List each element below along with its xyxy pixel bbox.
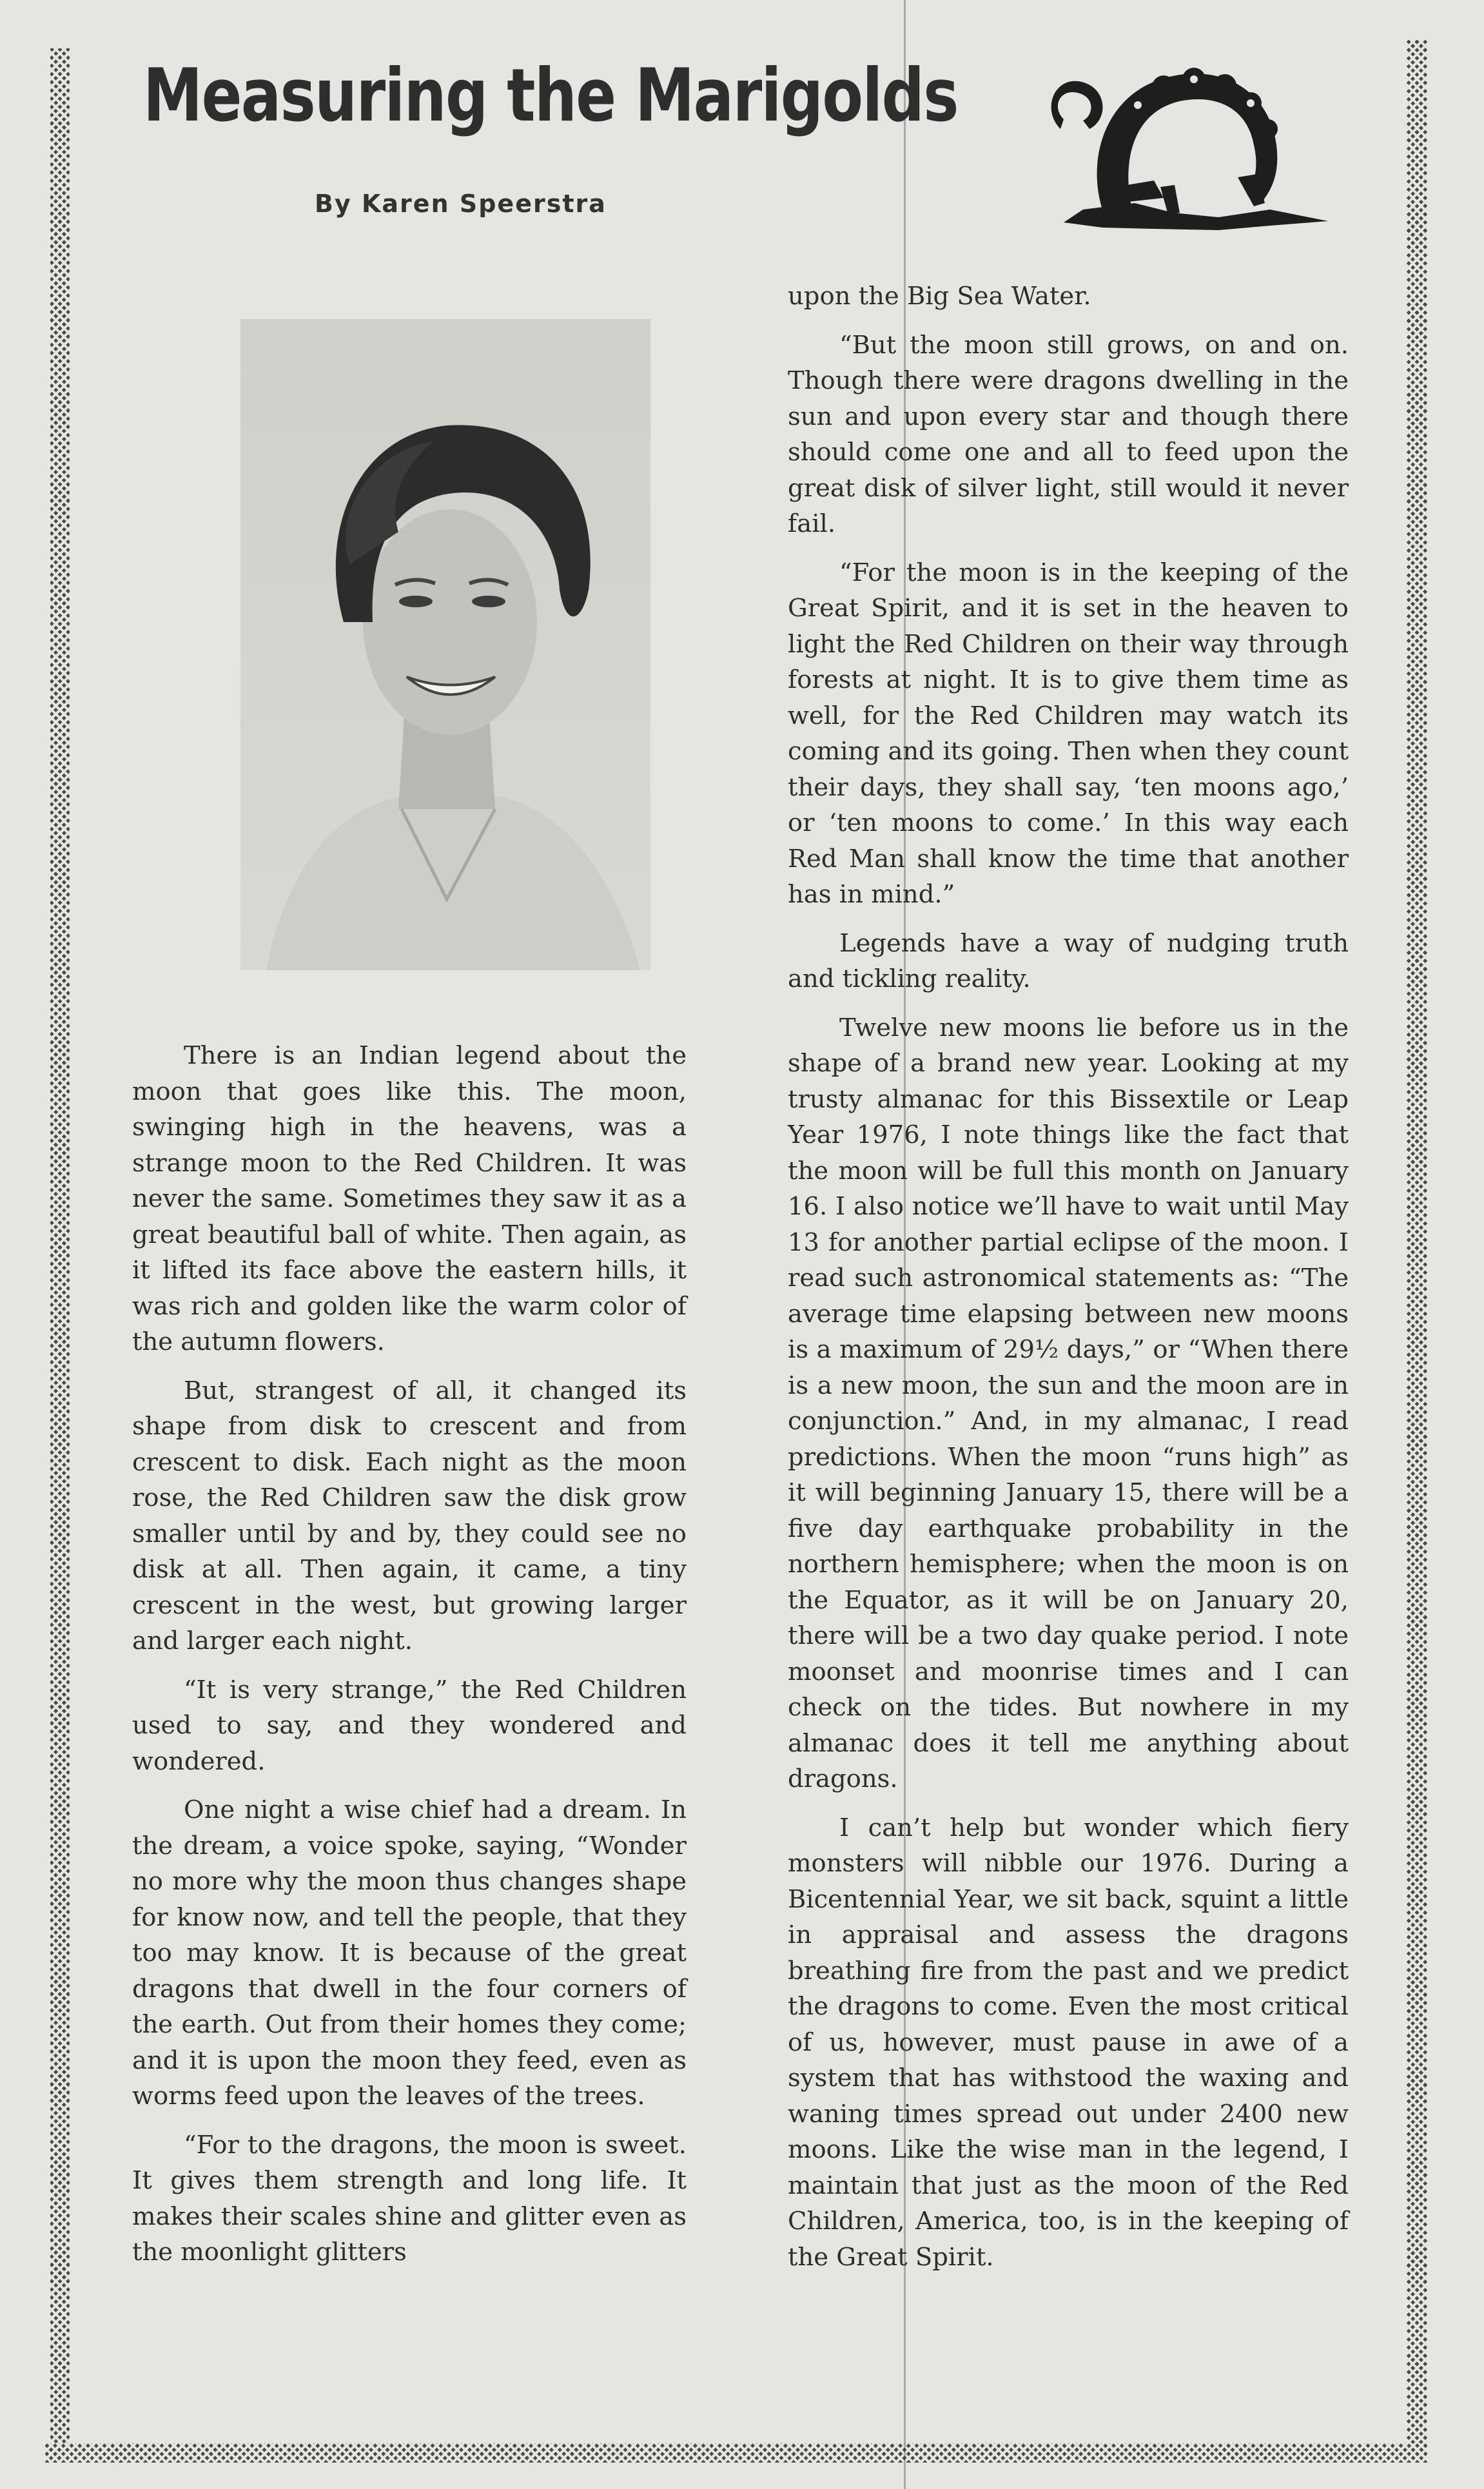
left-checker-border [50, 48, 70, 2463]
paragraph: Legends have a way of nudging truth and tickling reality. [788, 928, 1349, 993]
paragraph: “For to the dragons, the moon is sweet. It gives them strength and long life. It makes their scales shine and glitter even as the moonlight glitters [132, 2130, 687, 2267]
paragraph: There is an Indian legend about the moon that goes like this. The moon, swinging high in the heavens, was a strange moon to the Red Children. It was never the same. Sometimes they saw it as a great beautiful ball of white. Then again, as it lifted its face above the eastern hills, it was rich and golden like the warm color of the autumn flowers. [132, 1041, 687, 1356]
paragraph: I can’t help but wonder which fiery monsters will nibble our 1976. During a Bicentennial Year, we sit back, squint a little in appraisal and assess the dragons breathing fire from the past and we predict the dragons to come. Even the most critical of us, however, must pause in awe of a system that has withstood the waxing and waning times spread out under 2400 new moons. Like the wise man in the legend, I maintain that just as the moon of the Red Children, America, too, is in the keeping of the Great Spirit. [788, 1813, 1349, 2272]
paragraph-continuation: upon the Big Sea Water. [788, 282, 1091, 311]
paragraph: “For the moon is in the keeping of the Great Spirit, and it is set in the heaven to light the Red Children on their way through forests at night. It is to give them time as well, for the Red Children may watch its coming and its going. Then when they count their days, they shall say, ‘ten moons ago,’ or ‘ten moons to come.’ In this way each Red Man shall know the time that another has in mind.” [788, 558, 1349, 909]
paragraph: “But the moon still grows, on and on. Though there were dragons dwelling in the sun and upon every star and though there should come one and all to feed upon the great disk of silver light, still would it never fail. [788, 330, 1349, 538]
dragon-icon [1025, 48, 1341, 235]
article-byline: By Karen Speerstra [315, 190, 607, 218]
paragraph: One night a wise chief had a dream. In the dream, a voice spoke, saying, “Wonder no more why the moon thus changes shape for know now, and tell the people, that they too may know. It is because of the great dragons that dwell in the four corners of the earth. Out from their homes they come; and it is upon the moon they feed, even as worms feed upon the leaves of the trees. [132, 1795, 687, 2111]
bottom-checker-border [45, 2443, 1427, 2463]
paragraph: Twelve new moons lie before us in the shape of a brand new year. Looking at my trusty almanac for this Bissextile or Leap Year 1976, I note things like the fact that the moon will be full this month on January 16. I also notice we’ll have to wait until May 13 for another partial eclipse of the moon. I read such astronomical statements as: “The average time elapsing between new moons is a maximum of 29½ days,” or “When there is a new moon, the sun and the moon are in conjunction.” And, in my almanac, I read predictions. When the moon “runs high” as it will beginning January 15, there will be a five day earthquake probability in the northern hemisphere; when the moon is on the Equator, as it will be on January 20, there will be a two day quake period. I note moonset and moonrise times and I can check on the tides. But nowhere in my almanac does it tell me anything about dragons. [788, 1013, 1349, 1793]
column-two [788, 278, 1349, 2288]
paragraph: “It is very strange,” the Red Children used to say, and they wondered and wondered. [132, 1675, 687, 1776]
article-headline: Measuring the Marigolds [143, 53, 958, 138]
portrait-icon [240, 319, 650, 970]
author-photo [240, 319, 650, 970]
column-one [132, 1038, 687, 2283]
right-checker-border [1407, 40, 1427, 2463]
dragon-illustration [1025, 48, 1341, 235]
paragraph: But, strangest of all, it changed its shape from disk to crescent and from crescent to disk. Each night as the moon rose, the Red Children saw the disk grow smaller until by and by, they could see no disk at all. Then again, it came, a tiny crescent in the west, but growing larger and larger each night. [132, 1376, 687, 1655]
